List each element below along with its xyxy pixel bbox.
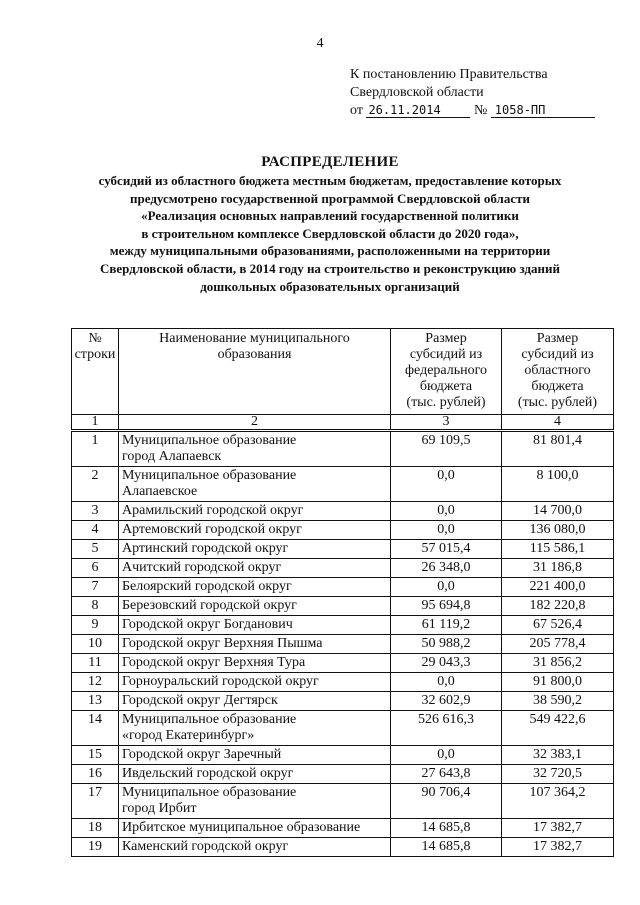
- federal-subsidy-cell: 57 015,4: [391, 540, 502, 559]
- federal-subsidy-cell: 27 643,8: [391, 765, 502, 784]
- municipality-cell: [119, 521, 391, 540]
- header-line: (тыс. рублей): [406, 395, 486, 410]
- regional-subsidy-cell: 17 382,7: [502, 838, 614, 857]
- table-row: [72, 635, 614, 654]
- regional-subsidy-cell: 81 801,4: [502, 431, 614, 467]
- municipality-name-line: Муниципальное образование: [122, 785, 297, 800]
- table-row: [72, 673, 614, 692]
- regional-subsidy-cell: 549 422,6: [502, 711, 614, 746]
- municipality-cell: [119, 467, 391, 502]
- table-row: [72, 578, 614, 597]
- municipality-cell: [119, 616, 391, 635]
- regional-subsidy-cell: 8 100,0: [502, 467, 614, 502]
- row-number-cell: 11: [72, 654, 119, 673]
- heading-line: дошкольных образовательных организаций: [200, 278, 460, 294]
- federal-subsidy-cell: 526 616,3: [391, 711, 502, 746]
- approval-line-2: Свердловской области: [350, 85, 484, 100]
- row-number-cell: 5: [72, 540, 119, 559]
- table-row: [72, 467, 614, 502]
- header-line: Размер: [425, 331, 467, 346]
- municipality-name-line: город Алапаевск: [122, 449, 222, 464]
- municipality-cell: [119, 692, 391, 711]
- document-heading: [40, 152, 620, 295]
- federal-subsidy-cell: 0,0: [391, 502, 502, 521]
- regional-subsidy-cell: 31 186,8: [502, 559, 614, 578]
- heading-line: субсидий из областного бюджета местным бюджетам, предоставление которых: [98, 173, 562, 188]
- column-number: 4: [502, 415, 614, 431]
- table-row: [72, 838, 614, 857]
- regional-subsidy-cell: 17 382,7: [502, 819, 614, 838]
- municipality-name-line: Арамильский городской округ: [122, 503, 304, 518]
- municipality-cell: [119, 765, 391, 784]
- municipality-name-line: Ивдельский городской округ: [122, 766, 294, 781]
- column-number-row: [72, 415, 614, 431]
- municipality-cell: [119, 597, 391, 616]
- regional-subsidy-cell: 67 526,4: [502, 616, 614, 635]
- heading-line: предусмотрено государственной программой Свердловской области: [130, 190, 530, 206]
- regional-subsidy-cell: 182 220,8: [502, 597, 614, 616]
- header-line: бюджета: [419, 379, 473, 394]
- header-line: бюджета: [531, 379, 584, 394]
- row-number-cell: 6: [72, 559, 119, 578]
- municipality-name-line: Каменский городской округ: [122, 839, 289, 854]
- municipality-name-line: Муниципальное образование: [122, 712, 297, 727]
- header-line: областного: [524, 363, 591, 378]
- row-number-cell: 1: [72, 431, 119, 467]
- municipality-name-line: Городской округ Верхняя Тура: [122, 655, 306, 670]
- municipality-cell: [119, 746, 391, 765]
- row-number-cell: 17: [72, 784, 119, 819]
- row-number-cell: 4: [72, 521, 119, 540]
- row-number-cell: 13: [72, 692, 119, 711]
- regional-subsidy-cell: 31 856,2: [502, 654, 614, 673]
- row-number-cell: 7: [72, 578, 119, 597]
- table-row: [72, 692, 614, 711]
- document-title: РАСПРЕДЕЛЕНИЕ: [261, 154, 399, 170]
- table-row: [72, 597, 614, 616]
- row-number-cell: 3: [72, 502, 119, 521]
- header-line: субсидий из: [409, 347, 483, 362]
- municipality-cell: [119, 654, 391, 673]
- federal-subsidy-cell: 0,0: [391, 673, 502, 692]
- row-number-cell: 8: [72, 597, 119, 616]
- table-header-row: [72, 329, 614, 415]
- table-row: [72, 559, 614, 578]
- approval-block: [350, 66, 610, 120]
- table-row: [72, 711, 614, 746]
- table-body: [72, 431, 614, 857]
- row-number-cell: 18: [72, 819, 119, 838]
- row-number-cell: 16: [72, 765, 119, 784]
- municipality-name-line: Муниципальное образование: [122, 433, 297, 448]
- municipality-cell: [119, 635, 391, 654]
- federal-subsidy-cell: 0,0: [391, 578, 502, 597]
- header-line: субсидий из: [521, 347, 594, 362]
- federal-subsidy-cell: 69 109,5: [391, 431, 502, 467]
- row-number-cell: 10: [72, 635, 119, 654]
- municipality-name-line: Ачитский городской округ: [122, 560, 282, 575]
- approval-line-1: К постановлению Правительства: [350, 67, 548, 82]
- header-line: (тыс. рублей): [517, 395, 598, 410]
- table-row: [72, 654, 614, 673]
- federal-subsidy-cell: 50 988,2: [391, 635, 502, 654]
- table-row: [72, 431, 614, 467]
- municipality-name-line: Городской округ Верхняя Пышма: [122, 636, 323, 651]
- header-line: №: [88, 331, 102, 346]
- number-prefix: №: [473, 103, 488, 118]
- municipality-name-line: Белоярский городской округ: [122, 579, 292, 594]
- federal-subsidy-cell: 90 706,4: [391, 784, 502, 819]
- regional-subsidy-cell: 14 700,0: [502, 502, 614, 521]
- municipality-name-line: Городской округ Заречный: [122, 747, 282, 762]
- table-row: [72, 502, 614, 521]
- regional-subsidy-cell: 38 590,2: [502, 692, 614, 711]
- regional-subsidy-cell: 32 383,1: [502, 746, 614, 765]
- municipality-name-line: Артинский городской округ: [122, 541, 289, 556]
- federal-subsidy-cell: 14 685,8: [391, 819, 502, 838]
- municipality-cell: [119, 502, 391, 521]
- header-line: Наименование муниципального: [159, 331, 350, 346]
- municipality-cell: [119, 838, 391, 857]
- heading-line: в строительном комплексе Свердловской области до 2020 года»,: [141, 225, 519, 241]
- municipality-cell: [119, 578, 391, 597]
- row-number-cell: 12: [72, 673, 119, 692]
- federal-subsidy-cell: 32 602,9: [391, 692, 502, 711]
- regional-subsidy-cell: 32 720,5: [502, 765, 614, 784]
- municipality-cell: [119, 673, 391, 692]
- municipality-cell: [119, 784, 391, 819]
- municipality-name-line: Артемовский городской округ: [122, 522, 302, 537]
- regional-subsidy-cell: 115 586,1: [502, 540, 614, 559]
- municipality-name-line: «город Екатеринбург»: [122, 728, 255, 743]
- table-row: [72, 746, 614, 765]
- approval-date-line: [350, 102, 610, 120]
- municipality-name-line: город Ирбит: [122, 801, 197, 816]
- column-number: 1: [72, 415, 119, 431]
- row-number-cell: 9: [72, 616, 119, 635]
- header-municipality: [119, 329, 391, 415]
- subsidy-table: [71, 328, 614, 857]
- header-regional-subsidy: [502, 329, 614, 415]
- regional-subsidy-cell: 136 080,0: [502, 521, 614, 540]
- municipality-cell: [119, 711, 391, 746]
- municipality-name-line: Ирбитское муниципальное образование: [122, 820, 361, 835]
- municipality-name-line: Муниципальное образование: [122, 468, 297, 483]
- municipality-cell: [119, 540, 391, 559]
- regional-subsidy-cell: 205 778,4: [502, 635, 614, 654]
- federal-subsidy-cell: 0,0: [391, 467, 502, 502]
- municipality-cell: [119, 819, 391, 838]
- regional-subsidy-cell: 221 400,0: [502, 578, 614, 597]
- header-line: образования: [217, 347, 292, 362]
- row-number-cell: 14: [72, 711, 119, 746]
- municipality-name-line: Городской округ Дегтярск: [122, 693, 278, 708]
- municipality-name-line: Горноуральский городской округ: [122, 674, 319, 689]
- header-row-number: [72, 329, 119, 415]
- table-row: [72, 521, 614, 540]
- federal-subsidy-cell: 61 119,2: [391, 616, 502, 635]
- regional-subsidy-cell: 107 364,2: [502, 784, 614, 819]
- date-prefix: от: [350, 103, 363, 118]
- federal-subsidy-cell: 29 043,3: [391, 654, 502, 673]
- federal-subsidy-cell: 14 685,8: [391, 838, 502, 857]
- table-row: [72, 540, 614, 559]
- column-number: 3: [391, 415, 502, 431]
- heading-line: «Реализация основных направлений государственной политики: [141, 208, 519, 224]
- column-number: 2: [119, 415, 391, 431]
- page-number: 4: [316, 36, 324, 51]
- approval-number: 1058-ПП: [491, 103, 595, 118]
- federal-subsidy-cell: 0,0: [391, 746, 502, 765]
- municipality-name-line: Алапаевское: [122, 484, 198, 499]
- header-line: федерального: [404, 363, 488, 378]
- regional-subsidy-cell: 91 800,0: [502, 673, 614, 692]
- federal-subsidy-cell: 0,0: [391, 521, 502, 540]
- row-number-cell: 15: [72, 746, 119, 765]
- header-federal-subsidy: [391, 329, 502, 415]
- row-number-cell: 2: [72, 467, 119, 502]
- header-line: строки: [74, 347, 116, 362]
- municipality-cell: [119, 431, 391, 467]
- document-subtitle: [40, 172, 620, 295]
- heading-line: Свердловской области, в 2014 году на строительство и реконструкцию зданий: [99, 260, 560, 276]
- row-number-cell: 19: [72, 838, 119, 857]
- municipality-cell: [119, 559, 391, 578]
- table-row: [72, 784, 614, 819]
- table-row: [72, 616, 614, 635]
- table-row: [72, 819, 614, 838]
- header-line: Размер: [536, 331, 579, 346]
- municipality-name-line: Березовский городской округ: [122, 598, 297, 613]
- federal-subsidy-cell: 26 348,0: [391, 559, 502, 578]
- federal-subsidy-cell: 95 694,8: [391, 597, 502, 616]
- approval-date: 26.11.2014: [366, 103, 470, 118]
- table-row: [72, 765, 614, 784]
- municipality-name-line: Городской округ Богданович: [122, 617, 293, 632]
- heading-line: между муниципальными образованиями, расположенными на территории: [109, 243, 551, 259]
